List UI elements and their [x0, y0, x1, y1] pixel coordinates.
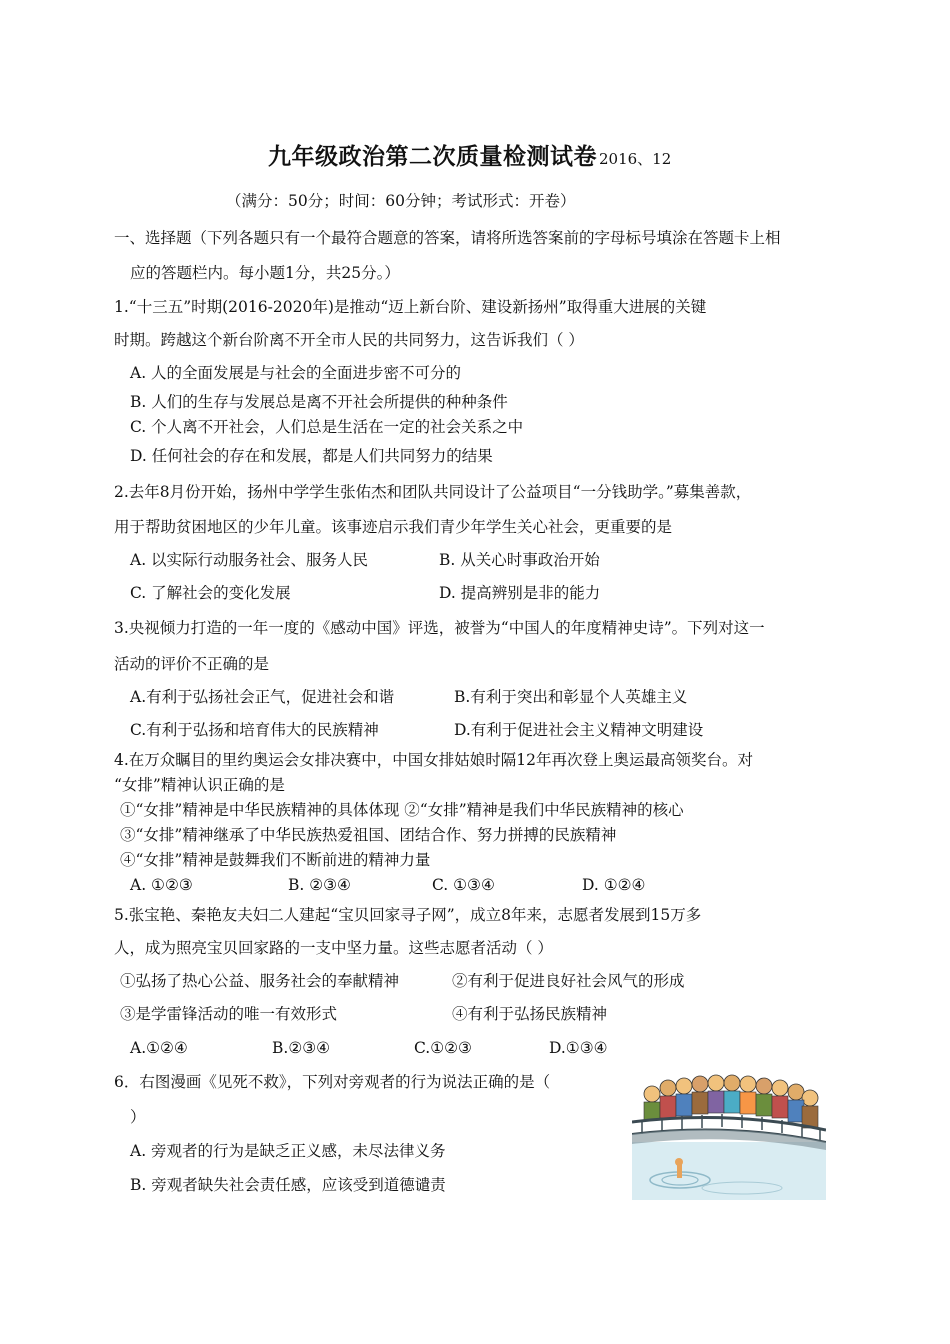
q3-option-a: A.有利于弘扬社会正气，促进社会和谐 — [130, 688, 395, 706]
q4-option-b: B. ②③④ — [288, 876, 351, 894]
q5-statement-2: ②有利于促进良好社会风气的形成 — [452, 972, 685, 990]
exam-date: 2016、12 — [599, 150, 672, 168]
q4-option-a: A. ①②③ — [130, 876, 193, 894]
section-heading-line2: 应的答题栏内。每小题1分，共25分。） — [130, 264, 400, 282]
section-heading-line1: 一、选择题（下列各题只有一个最符合题意的答案，请将所选答案前的字母标号填涂在答题卡上相 — [114, 229, 781, 247]
q5-option-b: B.②③④ — [272, 1039, 331, 1057]
q3-option-d: D.有利于促进社会主义精神文明建设 — [454, 721, 704, 739]
bystander-cartoon-image — [632, 1072, 826, 1200]
q4-stem-line1: 4.在万众瞩目的里约奥运会女排决赛中，中国女排姑娘时隔12年再次登上奥运最高领奖台。对 — [114, 751, 754, 769]
q2-option-b: B. 从关心时事政治开始 — [439, 551, 600, 569]
q3-option-b: B.有利于突出和彰显个人英雄主义 — [454, 688, 688, 706]
q6-option-b: B. 旁观者缺失社会责任感，应该受到道德谴责 — [130, 1176, 446, 1194]
q1-option-c: C. 个人离不开社会，人们总是生活在一定的社会关系之中 — [130, 418, 524, 436]
q2-option-a: A. 以实际行动服务社会、服务人民 — [130, 551, 369, 569]
q5-stem-line2: 人，成为照亮宝贝回家路的一支中坚力量。这些志愿者活动（ ） — [114, 939, 553, 957]
q1-option-d: D. 任何社会的存在和发展，都是人们共同努力的结果 — [130, 447, 493, 465]
exam-title: 九年级政治第二次质量检测试卷 — [268, 143, 597, 170]
q4-statement-3: ③“女排”精神继承了中华民族热爱祖国、团结合作、努力拼搏的民族精神 — [120, 826, 617, 844]
q6-stem-line2: ） — [130, 1108, 146, 1126]
q4-stem-line2: “女排”精神认识正确的是 — [114, 776, 285, 794]
exam-info: （满分：50分；时间：60分钟；考试形式：开卷） — [226, 192, 576, 210]
q5-statement-3: ③是学雷锋活动的唯一有效形式 — [120, 1005, 338, 1023]
q5-statement-4: ④有利于弘扬民族精神 — [452, 1005, 608, 1023]
q1-stem-line2: 时期。跨越这个新台阶离不开全市人民的共同努力，这告诉我们（ ） — [114, 331, 584, 349]
q5-option-d: D.①③④ — [549, 1039, 608, 1057]
q1-option-a: A. 人的全面发展是与社会的全面进步密不可分的 — [130, 364, 462, 382]
q6-stem-line1: 6．右图漫画《见死不救》，下列对旁观者的行为说法正确的是（ — [114, 1073, 551, 1091]
q2-stem-line1: 2.去年8月份开始，扬州中学学生张佑杰和团队共同设计了公益项目“一分钱助学。”募集善款， — [114, 483, 752, 501]
q5-option-a: A.①②④ — [130, 1039, 188, 1057]
q4-statement-1-2: ①“女排”精神是中华民族精神的具体体现 ②“女排”精神是我们中华民族精神的核心 — [120, 801, 684, 819]
q3-stem-line1: 3.央视倾力打造的一年一度的《感动中国》评选，被誉为“中国人的年度精神史诗”。下列对这一 — [114, 619, 765, 637]
q3-option-c: C.有利于弘扬和培育伟大的民族精神 — [130, 721, 379, 739]
q6-option-a: A. 旁观者的行为是缺乏正义感，未尽法律义务 — [130, 1142, 446, 1160]
q5-statement-1: ①弘扬了热心公益、服务社会的奉献精神 — [120, 972, 400, 990]
q1-option-b: B. 人们的生存与发展总是离不开社会所提供的种种条件 — [130, 393, 508, 411]
q4-option-d: D. ①②④ — [582, 876, 646, 894]
q2-option-c: C. 了解社会的变化发展 — [130, 584, 291, 602]
q2-stem-line2: 用于帮助贫困地区的少年儿童。该事迹启示我们青少年学生关心社会，更重要的是 — [114, 518, 673, 536]
q4-statement-4: ④“女排”精神是鼓舞我们不断前进的精神力量 — [120, 851, 431, 869]
q3-stem-line2: 活动的评价不正确的是 — [114, 655, 270, 673]
q1-stem-line1: 1.“十三五”时期(2016-2020年)是推动“迈上新台阶、建设新扬州”取得重大进展的关键 — [114, 298, 707, 316]
q2-option-d: D. 提高辨别是非的能力 — [439, 584, 601, 602]
q5-option-c: C.①②③ — [414, 1039, 472, 1057]
page-title — [268, 138, 671, 171]
q5-stem-line1: 5.张宝艳、秦艳友夫妇二人建起“宝贝回家寻子网”，成立8年来，志愿者发展到15万多 — [114, 906, 702, 924]
q4-option-c: C. ①③④ — [432, 876, 495, 894]
